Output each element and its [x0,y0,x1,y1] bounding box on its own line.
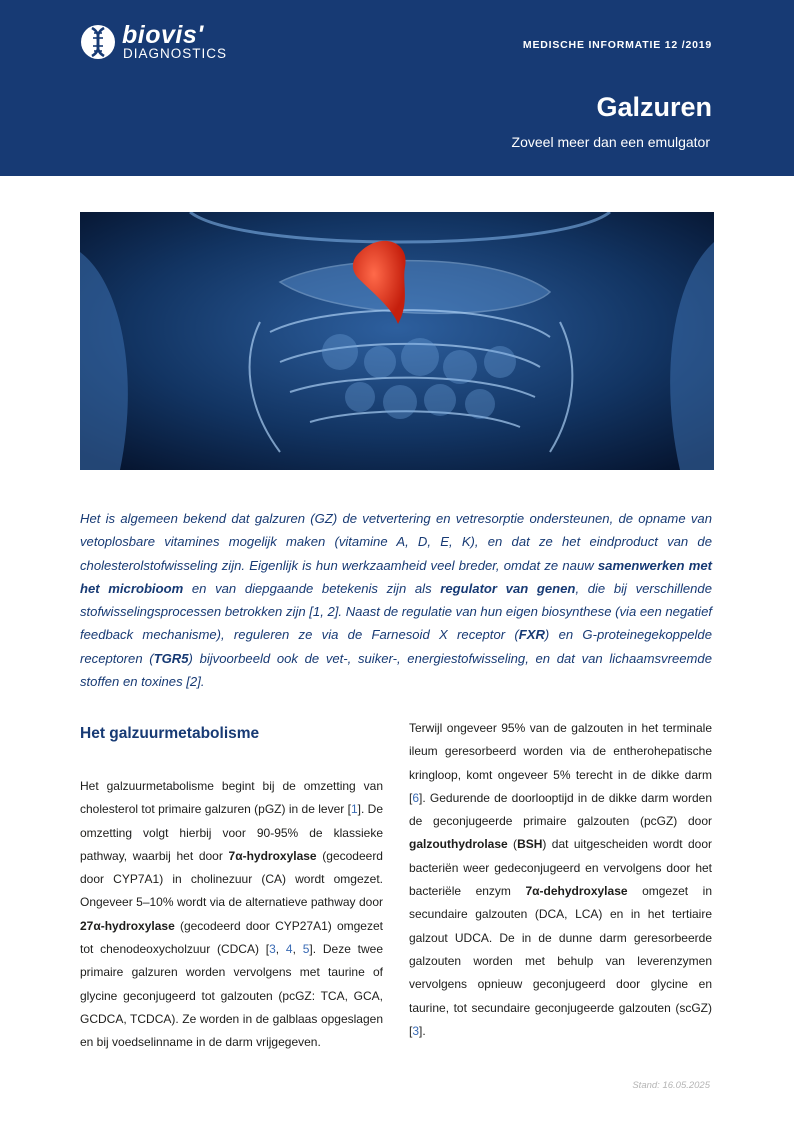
reference-link[interactable]: 1 [350,802,358,817]
page-title: Galzuren [596,92,712,122]
reference-link[interactable]: 3 [269,942,276,957]
enzyme-27a-hydroxylase: 27α-hydroxylase [80,918,175,933]
enzyme-galzouthydrolase: galzouthydrolase [409,837,508,852]
enzyme-7a-dehydroxylase: 7α-dehydroxylase [525,884,628,899]
emphasis-microbiome: samenwerken met het microbioom [80,557,712,596]
emphasis-tgr5: TGR5 [153,650,189,666]
dna-helix-icon [80,22,116,62]
enzyme-7a-hydroxylase: 7α-hydroxylase [228,848,317,863]
column-left [80,723,383,1055]
page-subtitle: Zoveel meer dan een emulgator [511,134,710,150]
biovis-logo [80,20,270,66]
column-right [409,717,712,1043]
brand-name: biovis' [122,21,204,49]
emphasis-fxr: FXR [518,627,545,643]
reference-link[interactable]: 6 [412,790,420,805]
brand-subtitle: DIAGNOSTICS [123,46,228,61]
reference-link[interactable]: 3 [412,1023,420,1038]
metabolism-paragraph: Het galzuurmetabolisme begint bij de omzetting van cholesterol tot primaire galzuren (pGZ) in de lever [1]. De omzetting volgt hierbij voor 90-95% de klassieke pathway, waarbij het door 7α-hydroxylase (gecodeerd door CYP7A1) in cholinezuur (CA) wordt omgezet. Ongeveer 5–10% wordt via de alternatieve pathway door 27α-hydroxylase (gecodeerd door CYP27A1) omgezet tot chenodeoxycholzuur (CDCA) [3, 4, 5]. Deze twee primaire galzuren worden vervolgens met taurine of glycine geconjugeerd tot galzouten (pcGZ: TCA, GCA, GCDCA, TCDCA). Ze worden in de galblaas opgeslagen en bij voedselinname in de darm vrijgegeven. [80,779,384,1050]
reference-link[interactable]: 5 [302,942,310,957]
resorption-paragraph: Terwijl ongeveer 95% van de galzouten in het terminale ileum geresorbeerd worden via de entherohepatische kringloop, komt ongeveer 5% terecht in de dikke darm [6]. Gedurende de doorlooptijd in de dikke darm worden de geconjugeerde primaire galzouten (pcGZ) door galzouthydrolase (BSH) dat uitgescheiden wordt door bacteriën weer gedeconjugeerd en vervolgens door het bacteriële enzym 7α-dehydroxylase omgezet in secundaire galzouten (DCA, LCA) en in het tertiaire galzout UDCA. De in de dunne darm geresorbeerde galzouten worden met behulp van leverenzymen vervolgens opnieuw geconjugeerd door glycine en taurine, tot secundaire geconjugeerde galzouten (scGZ) [3]. [409,721,712,1038]
issue-label: MEDISCHE INFORMATIE 12 /2019 [522,39,712,51]
intro-paragraph: Het is algemeen bekend dat galzuren (GZ) de vetvertering en vetresorptie ondersteunen, de opname van vetoplosbare vitamines mogelijk maken (vitamine A, D, E, K), en dat ze het eindproduct van de cholesterolstofwisseling zijn. Eigenlijk is hun werkzaamheid veel breder, omdat ze nauw samenwerken met het microbioom en van diepgaande betekenis zijn als regulator van genen, die bij verschillende stofwisselingsprocessen betrokken zijn [1, 2]. Naast de regulatie van hun eigen biosynthese (via een negatief feedback mechanisme), reguleren ze via de Farnesoid X receptor (FXR) en G-proteinegekoppelde receptoren (TGR5) bijvoorbeeld ook de vet-, suiker-, energiestofwisseling, en dat van lichaamsvreemde stoffen en toxines [2]. [80,511,712,690]
hero-image-digestive-system [80,212,714,470]
emphasis-gene-regulator: regulator van genen [440,580,576,596]
section-heading: Het galzuurmetabolisme [80,725,260,742]
document-date: Stand: 16.05.2025 [632,1080,710,1091]
abbr-bsh: BSH [517,837,543,852]
page-header [0,0,794,176]
reference-link[interactable]: 4 [285,942,293,957]
